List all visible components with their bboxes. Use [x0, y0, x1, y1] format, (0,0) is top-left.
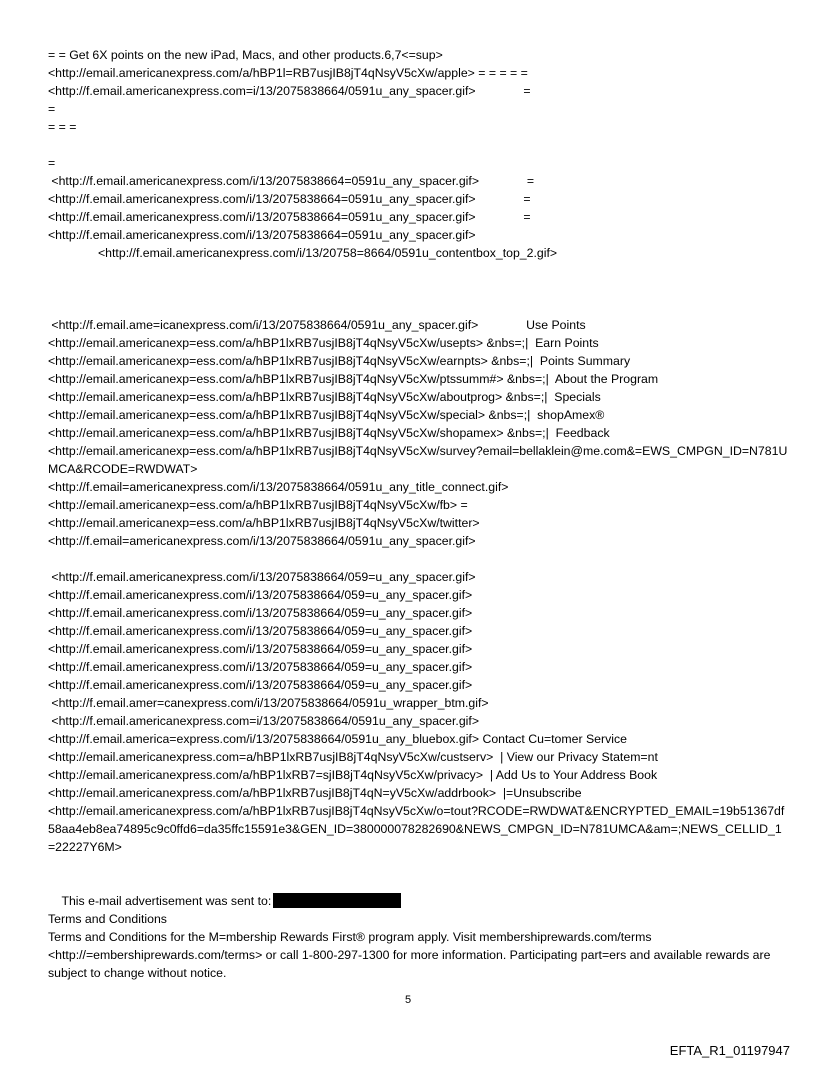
text-line: <http://email.americanexp=ess.com/a/hBP1lxRB7usjIB8jT4qNsyV5cXw/shopamex> &nbs=;| Feedback — [48, 426, 610, 440]
text-line: <http://email.americanexp=ess.com/a/hBP1lxRB7usjIB8jT4qNsyV5cXw/twitter> — [48, 516, 480, 530]
contentbox-line: <http://f.email.americanexpress.com/i/13/20758=8664/0591u_contentbox_top_2.gif> — [98, 246, 558, 260]
text-line: <http://f.email.americanexpress.com/i/13/2075838664/059=u_any_spacer.gif> — [48, 570, 476, 584]
text-line: <http://f.email.americanexpress.com/i/13/2075838664=0591u_any_spacer.gif> = — [48, 210, 531, 224]
text-line: <http://f.email.amer=canexpress.com/i/13/2075838664/0591u_wrapper_btm.gif> — [48, 696, 489, 710]
text-line: <http://email.americanexp=ess.com/a/hBP1lxRB7usjIB8jT4qNsyV5cXw/aboutprog> &nbs=;| Specials — [48, 390, 601, 404]
document-body — [48, 46, 788, 982]
text-line: <http://f.email.americanexpress.com/i/13/2075838664/059=u_any_spacer.gif> — [48, 660, 473, 674]
text-line: <http://f.email.americanexpress.com=i/13/2075838664/0591u_any_spacer.gif> = — [48, 84, 531, 98]
text-line: <http://f.email.america=express.com/i/13/2075838664/0591u_any_bluebox.gif> Contact Cu=tomer Service — [48, 732, 627, 746]
text-line: <http://email.americanexpress.com=a/hBP1lxRB7usjIB8jT4qNsyV5cXw/custserv> | View our Privacy Statem=nt — [48, 750, 658, 764]
text-line: <http://f.email.americanexpress.com/i/13/2075838664/059=u_any_spacer.gif> — [48, 588, 473, 602]
text-line: = — [48, 156, 56, 170]
unsubscribe-url: <http://email.americanexpress.com/a/hBP1lxRB7usjIB8jT4qNsyV5cXw/o=tout?RCODE=RWDWAT&ENCRYPTED_EMAIL=19b51367df58aa4eb8ea74895c9c0ffd6=da35ffc15591e3&GEN_ID=380000078282690&NEWS_CMPGN_ID=N781UMCA&am=;NEWS_CELLID_1=22227Y6M> — [48, 804, 785, 854]
sent-to-line — [48, 874, 788, 908]
promo-block — [48, 46, 788, 136]
footer-links-block — [48, 568, 788, 856]
survey-line: <http://email.americanexp=ess.com/a/hBP1lxRB7usjIB8jT4qNsyV5cXw/survey?email=bellaklein@me.com&=EWS_CMPGN_ID=N781UMCA&RCODE=RWDWAT> — [48, 444, 788, 476]
page-number: 5 — [404, 994, 412, 1006]
sent-to-label: This e-mail advertisement was sent to: — [61, 894, 272, 908]
text-line: = — [48, 102, 56, 116]
text-line: <http://f.email.ame=icanexpress.com/i/13/2075838664/0591u_any_spacer.gif> Use Points — [48, 318, 586, 332]
terms-heading: Terms and Conditions — [48, 912, 167, 926]
text-line: <http://f.email.americanexpress.com/i/13/2075838664=0591u_any_spacer.gif> = — [48, 174, 535, 188]
text-line: <http://f.email.americanexpress.com/i/13/2075838664/059=u_any_spacer.gif> — [48, 642, 473, 656]
text-line: <http://f.email=americanexpress.com/i/13/2075838664/0591u_any_title_connect.gif> — [48, 480, 509, 494]
text-line: = = = — [48, 120, 77, 134]
text-line: <http://f.email.americanexpress.com/i/13/2075838664/059=u_any_spacer.gif> — [48, 678, 473, 692]
nav-links-block — [48, 316, 788, 550]
text-line: <http://email.americanexpress.com/a/hBP1lxRB7usjIB8jT4qN=yV5cXw/addrbook> |=Unsubscribe — [48, 786, 582, 800]
text-line: = = Get 6X points on the new iPad, Macs, and other products.6,7<=sup> — [48, 48, 443, 62]
redaction-box — [273, 893, 401, 908]
spacer-block — [48, 154, 788, 262]
text-line: <http://f.email.americanexpress.com/i/13/2075838664=0591u_any_spacer.gif> — [48, 228, 476, 242]
text-line: <http://email.americanexp=ess.com/a/hBP1lxRB7usjIB8jT4qNsyV5cXw/special> &nbs=;| shopAmex® — [48, 408, 605, 422]
text-line: <http://f.email=americanexpress.com/i/13/2075838664/0591u_any_spacer.gif> — [48, 534, 476, 548]
text-line: <http://email.americanexp=ess.com/a/hBP1lxRB7usjIB8jT4qNsyV5cXw/earnpts> &nbs=;| Points Summary — [48, 354, 631, 368]
text-line: <http://email.americanexp=ess.com/a/hBP1lxRB7usjIB8jT4qNsyV5cXw/ptssumm#> &nbs=;| About the Program — [48, 372, 659, 386]
text-line: <http://f.email.americanexpress.com/i/13/2075838664/059=u_any_spacer.gif> — [48, 624, 473, 638]
text-line: <http://email.americanexpress.com/a/hBP1lxRB7=sjIB8jT4qNsyV5cXw/privacy> | Add Us to Your Address Book — [48, 768, 658, 782]
text-line: <http://f.email.americanexpress.com/i/13/2075838664=0591u_any_spacer.gif> = — [48, 192, 531, 206]
text-line: <http://email.americanexp=ess.com/a/hBP1lxRB7usjIB8jT4qNsyV5cXw/fb> = — [48, 498, 468, 512]
document-id: EFTA_R1_01197947 — [669, 1043, 790, 1058]
terms-body: Terms and Conditions for the M=mbership Rewards First® program apply. Visit membershiprewards.com/terms <http://=embershiprewards.com/terms> or call 1-800-297-1300 for more information. Participating part=ers and available rewards are subject to change without notice. — [48, 930, 771, 980]
text-line: <http://f.email.americanexpress.com/i/13/2075838664/059=u_any_spacer.gif> — [48, 606, 473, 620]
text-line: <http://f.email.americanexpress.com=i/13/2075838664/0591u_any_spacer.gif> — [48, 714, 480, 728]
text-line: <http://email.americanexp=ess.com/a/hBP1lxRB7usjIB8jT4qNsyV5cXw/usepts> &nbs=;| Earn Points — [48, 336, 599, 350]
text-line: <http://email.americanexpress.com/a/hBP1l=RB7usjIB8jT4qNsyV5cXw/apple> = = = = = — [48, 66, 528, 80]
